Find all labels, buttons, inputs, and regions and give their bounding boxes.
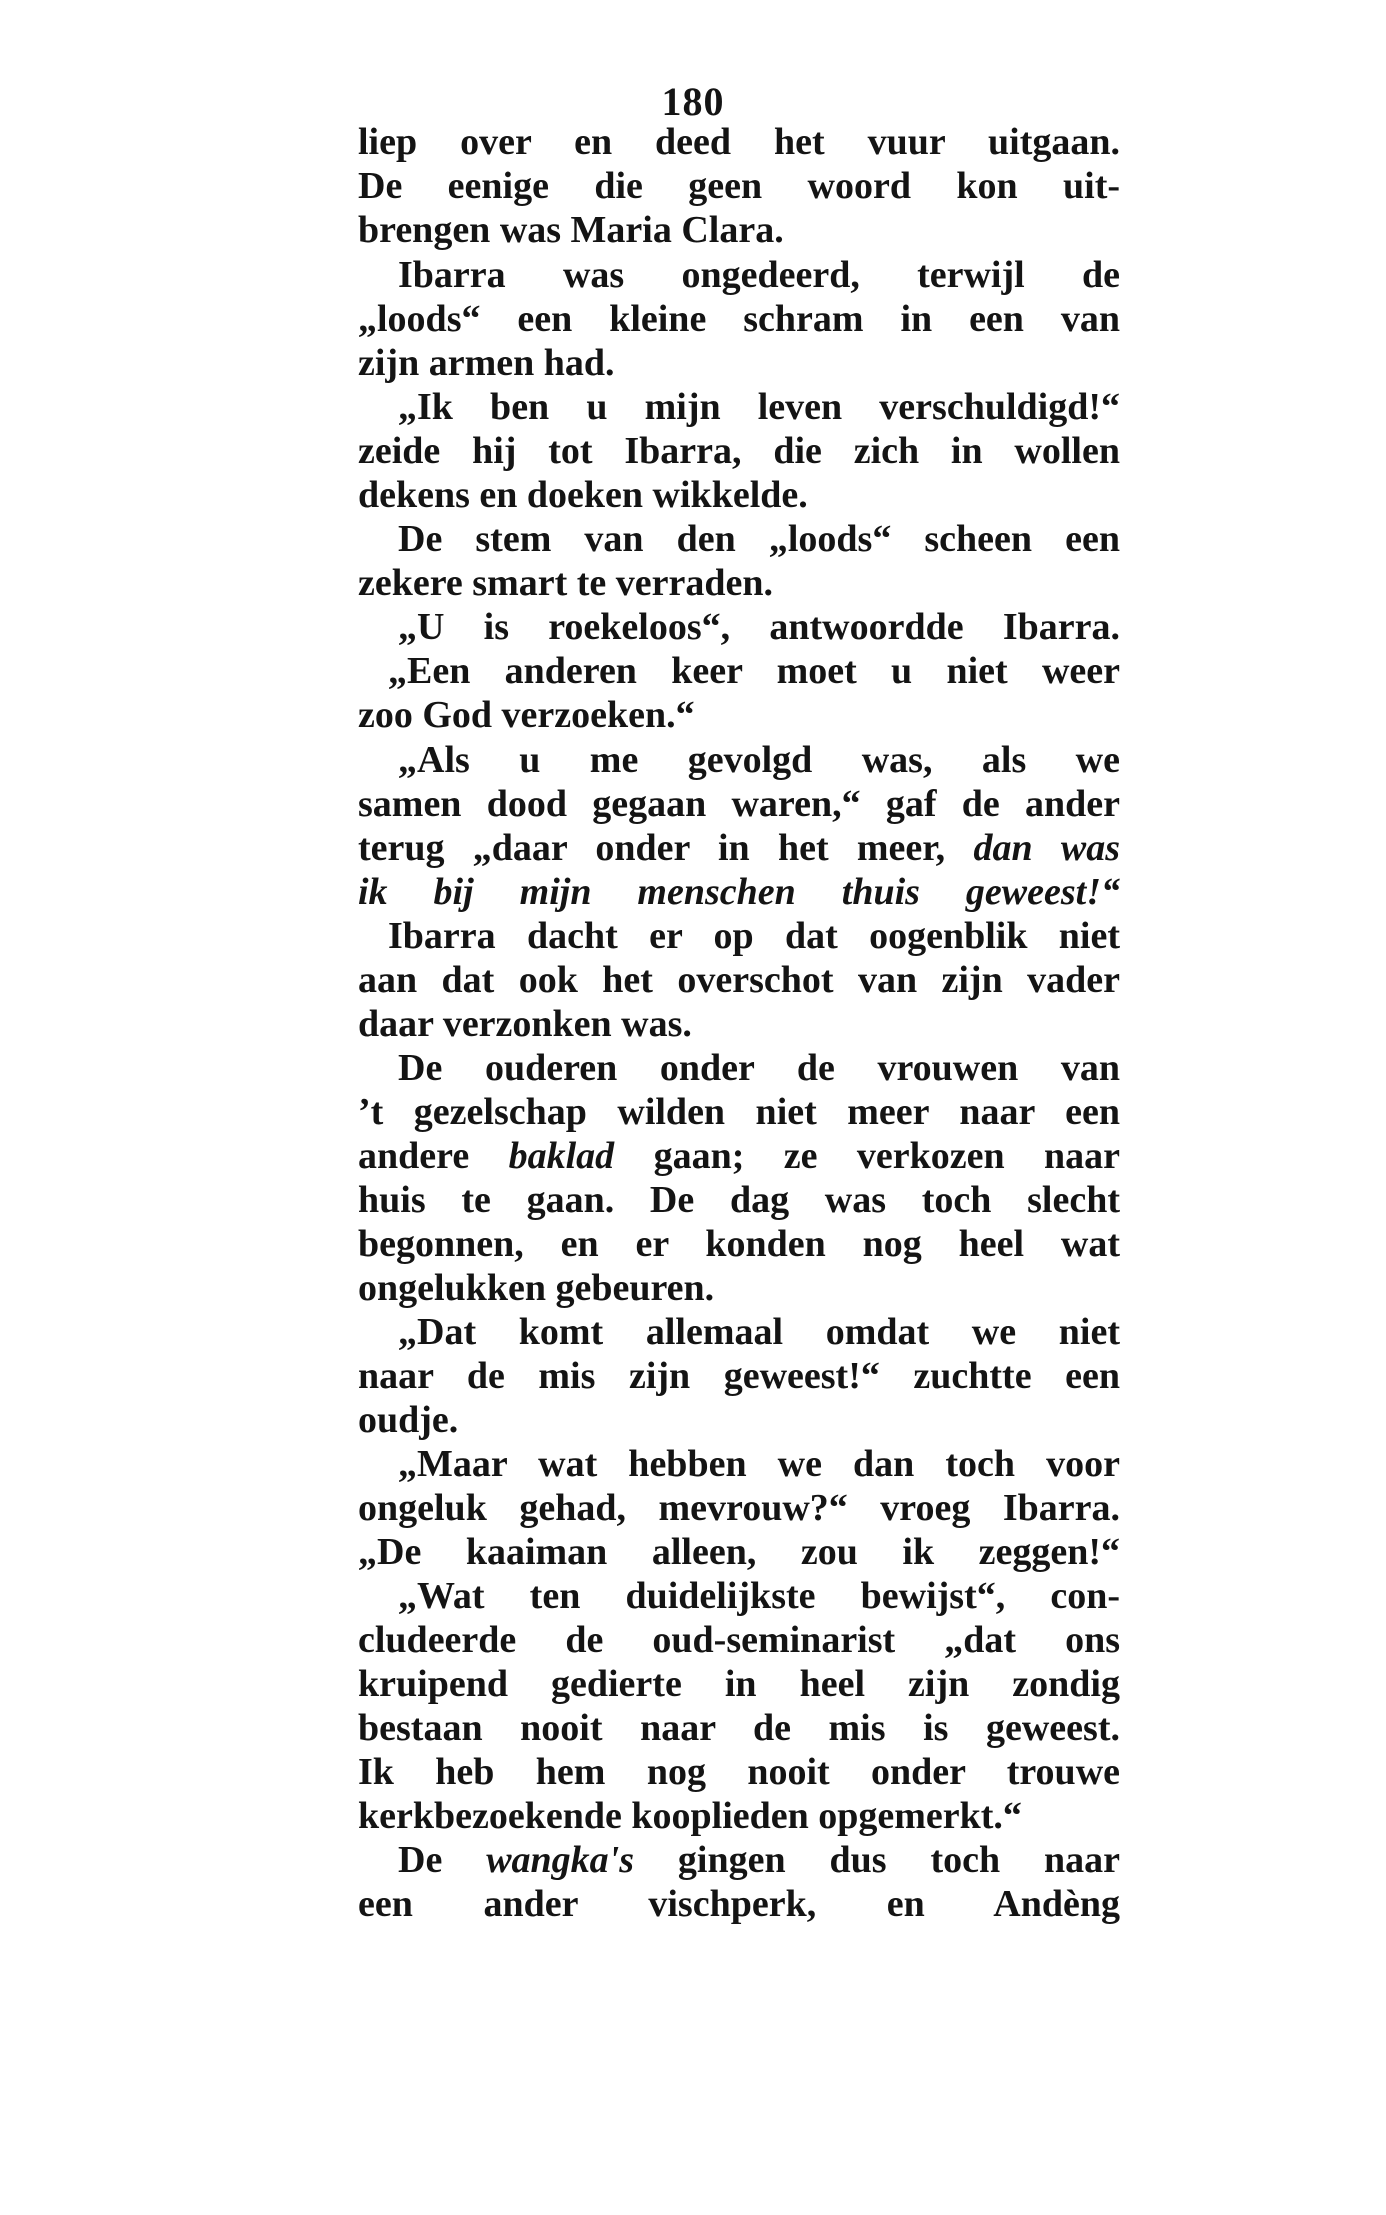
text-segment: gingen dus toch naar xyxy=(677,1839,1120,1881)
text-segment: terug „daar onder in het meer, xyxy=(358,827,946,869)
text-line: De ouderen onder de vrouwen van xyxy=(398,1047,1120,1089)
text-line: huis te gaan. De dag was toch slecht xyxy=(358,1179,1120,1221)
text-line: kruipend gedierte in heel zijn zondig xyxy=(358,1663,1120,1705)
italic-text: baklad xyxy=(508,1135,615,1177)
text-line xyxy=(358,1838,1120,1882)
text-line: aan dat ook het overschot van zijn vader xyxy=(358,959,1120,1001)
text-line: zijn armen had. xyxy=(358,342,615,384)
text-line: ongelukken gebeuren. xyxy=(358,1267,715,1309)
text-line: De stem van den „loods“ scheen een xyxy=(398,518,1120,560)
text-line: ongeluk gehad, mevrouw?“ vroeg Ibarra. xyxy=(358,1487,1120,1529)
text-line: ’t gezelschap wilden niet meer naar een xyxy=(358,1091,1120,1133)
text-line xyxy=(358,1134,1120,1178)
page-number: 180 xyxy=(661,79,725,124)
text-line: Ibarra dacht er op dat oogenblik niet xyxy=(388,915,1120,957)
text-line: „Dat komt allemaal omdat we niet xyxy=(398,1311,1120,1353)
text-line: oudje. xyxy=(358,1399,459,1441)
text-line: „Ik ben u mijn leven verschuldigd!“ xyxy=(398,386,1120,428)
text-segment: De xyxy=(398,1839,443,1881)
text-line: naar de mis zijn geweest!“ zuchtte een xyxy=(358,1355,1120,1397)
text-line: Ik heb hem nog nooit onder trouwe xyxy=(358,1751,1120,1793)
text-line: samen dood gegaan waren,“ gaf de ander xyxy=(358,783,1120,825)
text-segment: andere xyxy=(358,1135,470,1177)
text-line: „Als u me gevolgd was, als we xyxy=(398,739,1120,781)
text-line: De eenige die geen woord kon uit- xyxy=(358,165,1120,207)
text-line: daar verzonken was. xyxy=(358,1003,692,1045)
text-line: cludeerde de oud-seminarist „dat ons xyxy=(358,1619,1120,1661)
text-line: „loods“ een kleine schram in een van xyxy=(358,298,1120,340)
text-segment: gaan; ze verkozen naar xyxy=(653,1135,1121,1177)
text-line: „Maar wat hebben we dan toch voor xyxy=(398,1443,1120,1485)
text-line: Ibarra was ongedeerd, terwijl de xyxy=(398,254,1120,296)
italic-text: wangka's xyxy=(486,1839,635,1881)
text-line-italic: ik bij mijn menschen thuis geweest!“ xyxy=(358,871,1120,913)
text-line: „Wat ten duidelijkste bewijst“, con- xyxy=(398,1575,1120,1617)
text-line: liep over en deed het vuur uitgaan. xyxy=(358,121,1120,163)
italic-text: dan was xyxy=(973,827,1120,869)
text-line: „U is roekeloos“, antwoordde Ibarra. xyxy=(398,606,1120,648)
text-line: „Een anderen keer moet u niet weer xyxy=(388,650,1120,692)
text-line xyxy=(358,826,1120,870)
text-line: zekere smart te verraden. xyxy=(358,562,773,604)
text-line: kerkbezoekende kooplieden opgemerkt.“ xyxy=(358,1795,1022,1837)
text-line: zeide hij tot Ibarra, die zich in wollen xyxy=(358,430,1120,472)
text-line: bestaan nooit naar de mis is geweest. xyxy=(358,1707,1120,1749)
text-line: brengen was Maria Clara. xyxy=(358,209,784,251)
text-line: „De kaaiman alleen, zou ik zeggen!“ xyxy=(358,1531,1120,1573)
text-line: een ander vischperk, en Andèng xyxy=(358,1883,1120,1925)
text-line: zoo God verzoeken.“ xyxy=(358,694,695,736)
text-line: begonnen, en er konden nog heel wat xyxy=(358,1223,1120,1265)
text-line: dekens en doeken wikkelde. xyxy=(358,474,808,516)
